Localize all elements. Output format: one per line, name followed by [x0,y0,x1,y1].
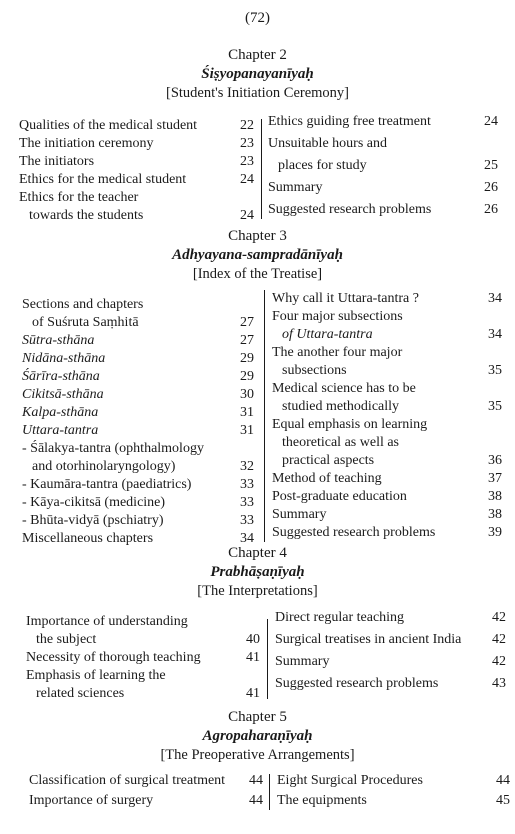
toc-entry: Nidāna-sthāna 29 [22,351,254,366]
toc-entry: Classification of surgical treatment 44 [29,773,263,788]
column-divider [264,290,265,542]
chapter-4-subtitle: [The Interpretations] [197,583,318,599]
toc-entry: Ethics for the medical student 24 [19,172,254,187]
toc-entry: The initiation ceremony 23 [19,136,254,151]
toc-entry: Ethics for the teacher [19,190,139,205]
toc-entry: Summary 42 [275,654,506,669]
chapter-4-section [0,544,515,704]
chapter-2-right-column [268,113,498,219]
chapter-3-label: Chapter 3 [228,228,287,244]
toc-entry: The initiators 23 [19,154,254,169]
toc-entry: Necessity of thorough teaching 41 [26,650,260,665]
toc-entry: - Kāya-cikitsā (medicine) 33 [22,495,254,510]
chapter-4-label: Chapter 4 [228,545,287,561]
chapter-2-left-column [19,117,254,225]
toc-entry: Kalpa-sthāna 31 [22,405,254,420]
column-divider [267,619,268,699]
toc-entry: practical aspects 36 [282,453,502,468]
toc-entry: of Uttara-tantra 34 [282,327,502,342]
toc-entry: - Kaumāra-tantra (paediatrics) 33 [22,477,254,492]
toc-entry: Four major subsections [272,309,403,324]
toc-entry: the subject 40 [36,632,260,647]
page-number: (72) [245,10,270,26]
toc-entry: towards the students 24 [29,208,254,223]
toc-entry: Equal emphasis on learning [272,417,428,432]
chapter-5-title: Agropaharaṇīyaḥ [202,728,313,744]
toc-entry: Miscellaneous chapters 34 [22,531,254,546]
chapter-5-left-column [29,772,263,810]
toc-entry: - Śālakya-tantra (ophthalmology [22,441,204,456]
toc-entry: Direct regular teaching 42 [275,610,506,625]
toc-entry: Summary 38 [272,507,502,522]
toc-entry: Suggested research problems 26 [268,202,498,217]
toc-entry: Sūtra-sthāna 27 [22,333,254,348]
chapter-3-subtitle: [Index of the Treatise] [192,266,323,282]
toc-entry: - Bhūta-vidyā (pschiatry) 33 [22,513,254,528]
toc-entry: Medical science has to be [272,381,416,396]
chapter-4-heading [0,544,515,601]
toc-entry: Importance of understanding [26,614,188,629]
column-divider [269,774,270,810]
toc-entry: of Suśruta Saṃhitā 27 [32,315,254,330]
toc-entry: places for study 25 [278,158,498,173]
toc-entry: and otorhinolaryngology) 32 [32,459,254,474]
chapter-3-section [0,227,515,545]
toc-entry: Uttara-tantra 31 [22,423,254,438]
chapter-5-label: Chapter 5 [228,709,287,725]
toc-entry: related sciences 41 [36,686,260,701]
toc-entry: subsections 35 [282,363,502,378]
column-divider [261,119,262,219]
toc-entry: Suggested research problems 39 [272,525,502,540]
toc-entry: Importance of surgery 44 [29,793,263,808]
chapter-4-title: Prabhāṣaṇīyaḥ [210,564,305,580]
chapter-3-right-column [272,290,502,542]
chapter-4-right-column [275,609,506,693]
chapter-5-heading [0,708,515,765]
toc-entry: Śārīra-sthāna 29 [22,369,254,384]
chapter-5-section [0,708,515,818]
toc-entry: Unsuitable hours and [268,136,387,151]
toc-entry: Why call it Uttara-tantra ? 34 [272,291,502,306]
toc-entry: Emphasis of learning the [26,668,166,683]
toc-entry: Eight Surgical Procedures 44 [277,773,510,788]
toc-entry: Post-graduate education 38 [272,489,502,504]
toc-entry: Suggested research problems 43 [275,676,506,691]
chapter-3-title: Adhyayana-sampradānīyaḥ [172,247,343,263]
toc-entry: theoretical as well as [282,435,400,450]
toc-entry: The equipments 45 [277,793,510,808]
toc-entry: Ethics guiding free treatment 24 [268,114,498,129]
chapter-4-left-column [26,613,260,703]
toc-entry: studied methodically 35 [282,399,502,414]
chapter-2-label: Chapter 2 [228,47,287,63]
toc-entry: The another four major [272,345,403,360]
toc-entry: Cikitsā-sthāna 30 [22,387,254,402]
chapter-5-subtitle: [The Preoperative Arrangements] [160,747,355,763]
toc-entry: Method of teaching 37 [272,471,502,486]
toc-entry: Sections and chapters [22,297,144,312]
toc-entry: Summary 26 [268,180,498,195]
chapter-3-left-column [22,296,254,548]
chapter-2-heading [0,46,515,103]
chapter-5-right-column [277,772,510,810]
chapter-2-section [0,46,515,221]
toc-entry: Surgical treatises in ancient India 42 [275,632,506,647]
chapter-2-title: Śiṣyopanayanīyaḥ [201,66,314,82]
chapter-2-subtitle: [Student's Initiation Ceremony] [165,85,350,101]
chapter-3-heading [0,227,515,284]
toc-entry: Qualities of the medical student 22 [19,118,254,133]
